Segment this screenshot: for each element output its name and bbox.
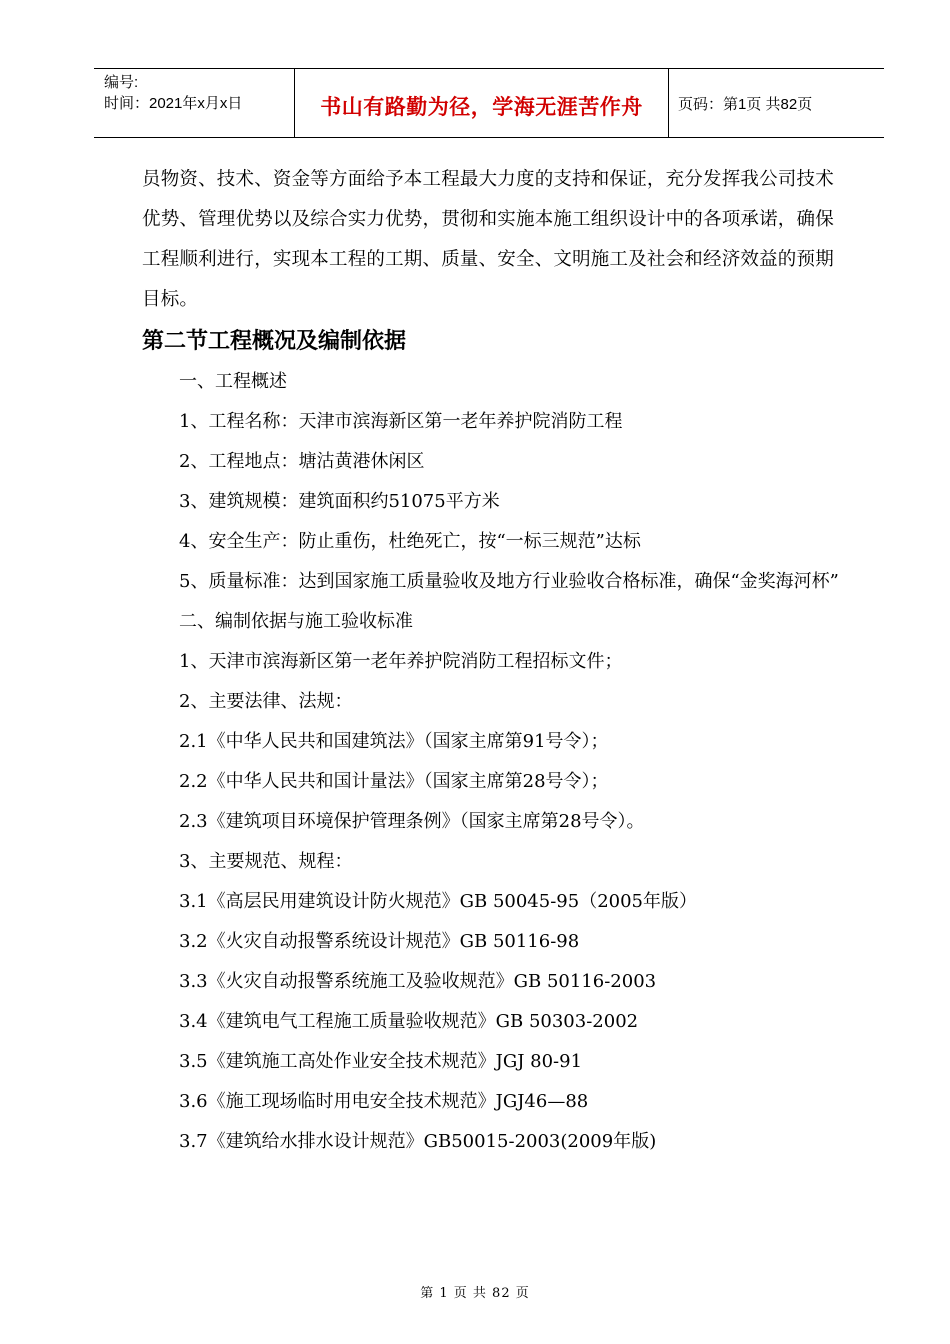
- document-body: [142, 160, 842, 1162]
- overview-title: 一、工程概述: [179, 371, 287, 392]
- basis-item: 2、主要法律、法规：: [179, 691, 353, 712]
- header-page-cell: [668, 69, 884, 137]
- basis-item: 2.3《建筑项目环境保护管理条例》（国家主席第28号令）。: [179, 811, 645, 832]
- header-page-info: 页码：第1页 共82页: [678, 96, 813, 113]
- basis-item: 3.3《火灾自动报警系统施工及验收规范》GB 50116-2003: [179, 971, 657, 992]
- basis-item: 3.4《建筑电气工程施工质量验收规范》GB 50303-2002: [179, 1011, 639, 1032]
- basis-item: 3.1《高层民用建筑设计防火规范》GB 50045-95（2005年版）: [179, 891, 698, 912]
- basis-item: 3.7《建筑给水排水设计规范》GB50015-2003(2009年版): [179, 1131, 657, 1152]
- overview-item: 4、安全生产：防止重伤，杜绝死亡，按“一标三规范”达标: [179, 531, 641, 552]
- basis-item: 1、天津市滨海新区第一老年养护院消防工程招标文件；: [179, 651, 623, 672]
- intro-paragraph: 员物资、技术、资金等方面给予本工程最大力度的支持和保证，充分发挥我公司技术优势、管理优势以及综合实力优势，贯彻和实施本施工组织设计中的各项承诺，确保工程顺利进行，实现本工程的工期、质量、安全、文明施工及社会和经济效益的预期目标。: [142, 169, 834, 310]
- section-title: 第二节工程概况及编制依据: [142, 329, 407, 354]
- basis-item: 2.1《中华人民共和国建筑法》（国家主席第91号令）；: [179, 731, 609, 752]
- overview-item: 1、工程名称：天津市滨海新区第一老年养护院消防工程: [179, 411, 623, 432]
- header-motto-cell: [294, 69, 669, 137]
- overview-item: 2、工程地点：塘沽黄港休闲区: [179, 451, 425, 472]
- page-footer: 第 1 页 共 82 页: [420, 1286, 530, 1301]
- basis-item: 3.5《建筑施工高处作业安全技术规范》JGJ 80-91: [179, 1051, 583, 1072]
- basis-item: 3、主要规范、规程：: [179, 851, 353, 872]
- basis-item: 3.6《施工现场临时用电安全技术规范》JGJ46—88: [179, 1091, 589, 1112]
- basis-title: 二、编制依据与施工验收标准: [179, 611, 413, 632]
- overview-item: 3、建筑规模：建筑面积约51075平方米: [179, 491, 500, 512]
- basis-item: 2.2《中华人民共和国计量法》（国家主席第28号令）；: [179, 771, 609, 792]
- document-number-label: 编号:: [104, 74, 139, 91]
- header-motto: 书山有路勤为径，学海无涯苦作舟: [320, 95, 643, 119]
- document-time-label: 时间：2021年x月x日: [104, 95, 243, 112]
- overview-item: 5、质量标准：达到国家施工质量验收及地方行业验收合格标准，确保“金奖海河杯”: [179, 571, 839, 592]
- header-meta-cell: [94, 69, 294, 137]
- basis-item: 3.2《火灾自动报警系统设计规范》GB 50116-98: [179, 931, 580, 952]
- page-header: [94, 68, 884, 138]
